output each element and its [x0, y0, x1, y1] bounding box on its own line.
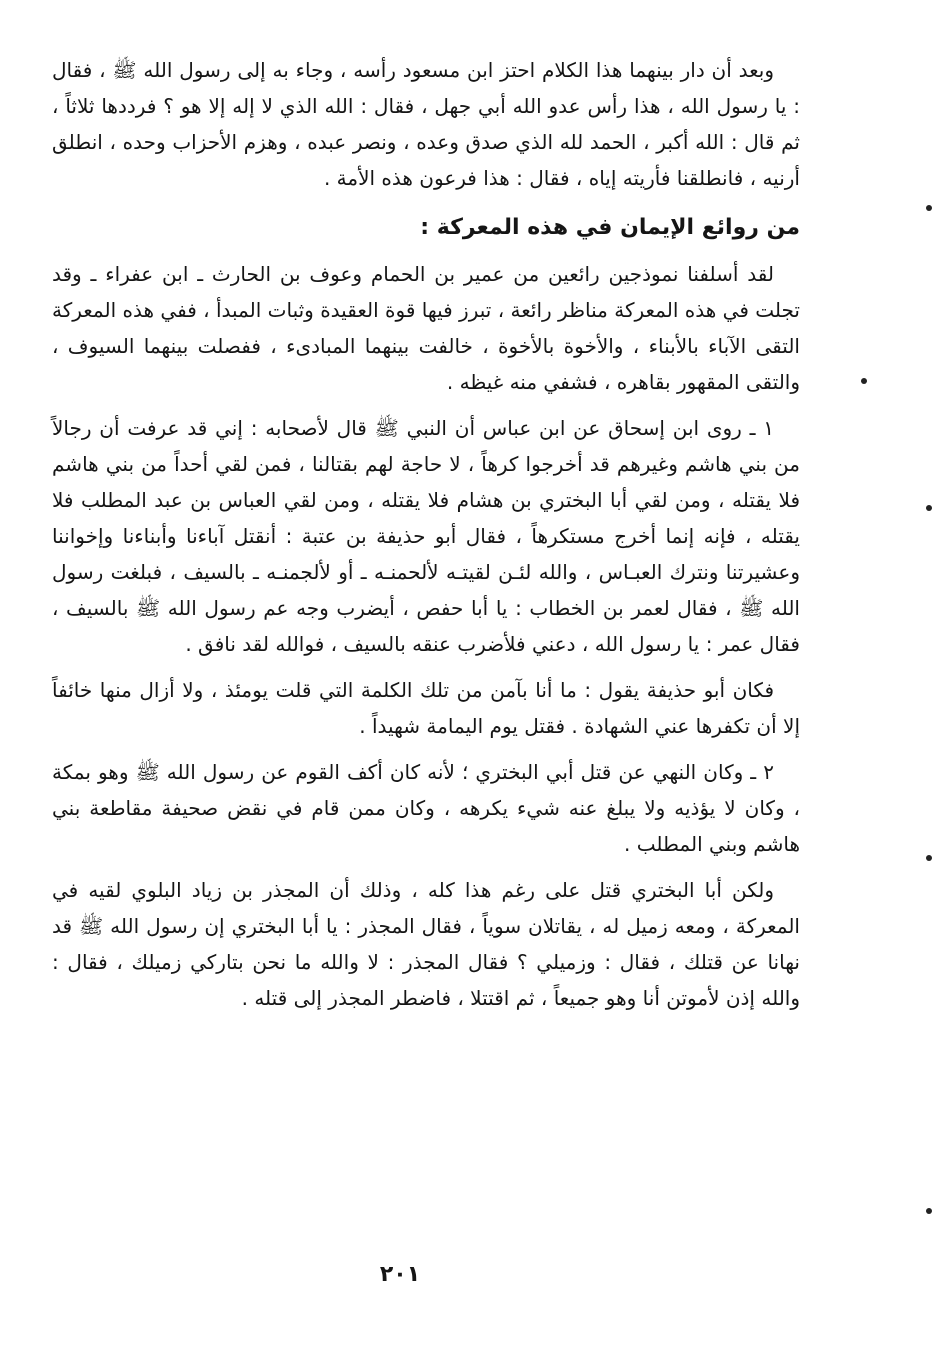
margin-mark — [926, 205, 932, 211]
paragraph-text: فكان أبو حذيفة يقول : ما أنا بآمن من تلك الكلمة التي قلت يومئذ ، ولا أزال منها خائفاً إلا أن تكفرها عني الشهادة . فقتل يوم اليمامة شهيداً . — [52, 678, 800, 738]
paragraph-text: ٢ ـ وكان النهي عن قتل أبي البختري ؛ لأنه كان أكف القوم عن رسول الله ﷺ وهو بمكة ، وكان لا يؤذيه ولا يبلغ عنه شيء يكرهه ، وكان ممن قام في نقض صحيفة مقاطعة بني هاشم وبني المطلب . — [52, 760, 800, 856]
margin-mark — [861, 378, 867, 384]
paragraph-abul-bakhtari — [52, 872, 800, 1016]
paragraph-example-2 — [52, 754, 800, 862]
paragraph-example-1 — [52, 410, 800, 662]
paragraph-text: وبعد أن دار بينهما هذا الكلام احتز ابن مسعود رأسه ، وجاء به إلى رسول الله ﷺ ، فقال : يا رسول الله ، هذا رأس عدو الله أبي جهل ، فقال : الله الذي لا إله إلا هو ؟ فرددها ثلاثاً ، ثم قال : الله أكبر ، الحمد لله الذي صدق وعده ، ونصر عبده ، وهزم الأحزاب وحده ، انطلق أرنيه ، فانطلقنا فأريته إياه ، فقال : هذا فرعون هذه الأمة . — [52, 58, 800, 190]
paragraph-intro — [52, 256, 800, 400]
page-number: ٢٠١ — [379, 1262, 421, 1287]
page-body — [52, 52, 800, 1026]
section-heading: من روائع الإيمان في هذه المعركة : — [420, 215, 800, 240]
paragraph-text: ولكن أبا البختري قتل على رغم هذا كله ، وذلك أن المجذر بن زياد البلوي لقيه في المعركة ، ومعه زميل له ، يقاتلان سوياً ، فقال المجذر : يا أبا البختري إن رسول الله ﷺ قد نهانا عن قتلك ، فقال : وزميلي ؟ فقال المجذر : لا والله ما نحن بتاركي زميلك ، فقال : والله إذن لأموتن أنا وهو جميعاً ، ثم اقتتلا ، فاضطر المجذر إلى قتله . — [52, 878, 800, 1010]
paragraph-ibn-masud — [52, 52, 800, 196]
paragraph-text: لقد أسلفنا نموذجين رائعين من عمير بن الحمام وعوف بن الحارث ـ ابن عفراء ـ وقد تجلت في هذه المعركة مناظر رائعة ، تبرز فيها قوة العقيدة وثبات المبدأ ، ففي هذه المعركة التقى الآباء بالأبناء ، والأخوة بالأخوة ، خالفت بينهما المبادىء ، ففصلت بينهما السيوف ، والتقى المقهور بقاهره ، فشفي منه غيظه . — [52, 262, 800, 394]
paragraph-text: ١ ـ روى ابن إسحاق عن ابن عباس أن النبي ﷺ قال لأصحابه : إني قد عرفت أن رجالاً من بني هاشم وغيرهم قد أخرجوا كرهاً ، لا حاجة لهم بقتالنا ، فمن لقي أحداً من بني هاشم فلا يقتله ، ومن لقي أبا البختري بن هشام فلا يقتله ، ومن لقي العباس بن عبد المطلب فلا يقتله ، فإنه إنما أخرج مستكرهاً ، فقال أبو حذيفة بن عتبة : أنقتل آباءنا وأبناءنا وإخواننا وعشيرتنا ونترك العبـاس ، والله لئـن لقيتـه لألحمنـه ـ أو لألجمنـه ـ بالسيف ، فبلغت رسول الله ﷺ ، فقال لعمر بن الخطاب : يا أبا حفص ، أيضرب وجه عم رسول الله ﷺ بالسيف ، فقال عمر : يا رسول الله ، دعني فلأضرب عنقه بالسيف ، فوالله لقد نافق . — [52, 416, 800, 656]
margin-mark — [926, 1208, 932, 1214]
margin-mark — [926, 505, 932, 511]
margin-mark — [926, 855, 932, 861]
paragraph-abu-hudhayfa — [52, 672, 800, 744]
